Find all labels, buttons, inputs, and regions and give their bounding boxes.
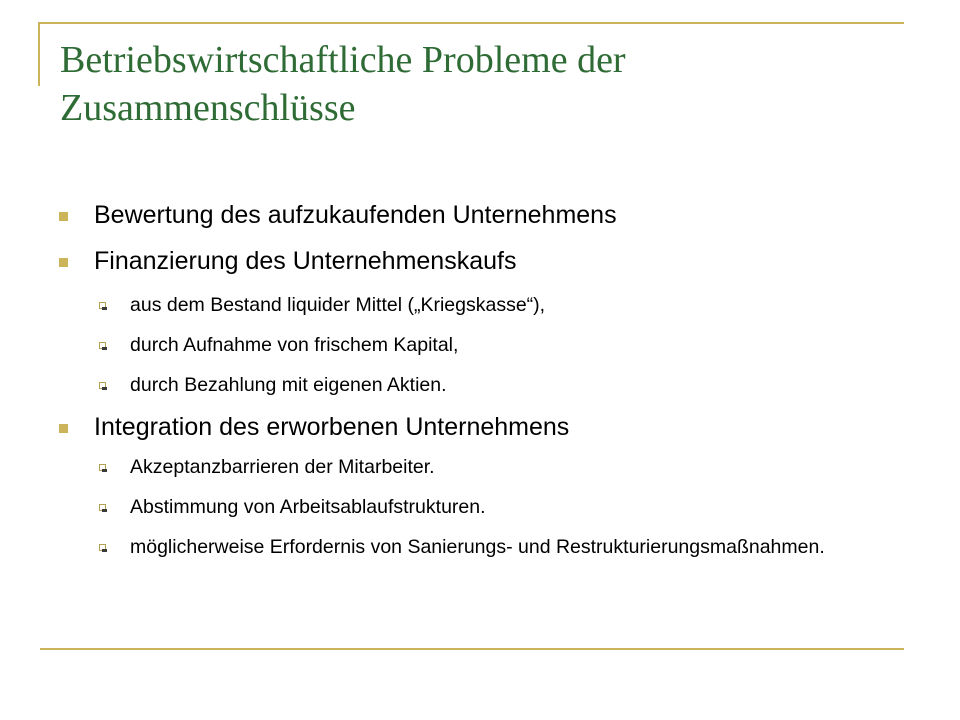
bullet-text: Integration des erworbenen Unternehmens <box>94 413 570 441</box>
integration-subitems <box>58 454 908 560</box>
sub-item-text: durch Aufnahme von frischem Kapital, <box>130 334 459 356</box>
square-bullet-icon <box>59 258 68 267</box>
slide-title: Betriebswirtschaftliche Probleme der Zusammenschlüsse <box>60 39 626 129</box>
left-rule <box>38 22 40 86</box>
sub-item <box>58 292 908 318</box>
sub-item-text: aus dem Bestand liquider Mittel („Kriegskasse“), <box>130 294 546 316</box>
sub-item <box>58 332 908 358</box>
sub-item-text: möglicherweise Erfordernis von Sanierungs- und Restrukturierungsmaßnahmen. <box>130 536 825 558</box>
sub-item <box>58 494 908 520</box>
sub-item-text: Akzeptanzbarrieren der Mitarbeiter. <box>130 456 435 478</box>
slide-content <box>58 200 908 574</box>
financing-subitems <box>58 292 908 398</box>
bullet-item-valuation <box>58 200 908 230</box>
bullet-item-financing <box>58 246 908 276</box>
bullet-item-integration <box>58 412 908 442</box>
sub-item <box>58 372 908 398</box>
square-bullet-icon <box>59 212 68 221</box>
sub-item <box>58 534 908 560</box>
checkbox-bullet-icon <box>99 382 106 389</box>
sub-item-text: Abstimmung von Arbeitsablaufstrukturen. <box>130 496 486 518</box>
sub-item <box>58 454 908 480</box>
checkbox-bullet-icon <box>99 544 106 551</box>
checkbox-bullet-icon <box>99 504 106 511</box>
checkbox-bullet-icon <box>99 464 106 471</box>
top-rule <box>40 22 904 24</box>
bullet-text: Finanzierung des Unternehmenskaufs <box>94 247 517 275</box>
sub-item-text: durch Bezahlung mit eigenen Aktien. <box>130 374 447 396</box>
checkbox-bullet-icon <box>99 342 106 349</box>
checkbox-bullet-icon <box>99 302 106 309</box>
square-bullet-icon <box>59 424 68 433</box>
bullet-text: Bewertung des aufzukaufenden Unternehmens <box>94 201 617 229</box>
bottom-rule <box>40 648 904 650</box>
